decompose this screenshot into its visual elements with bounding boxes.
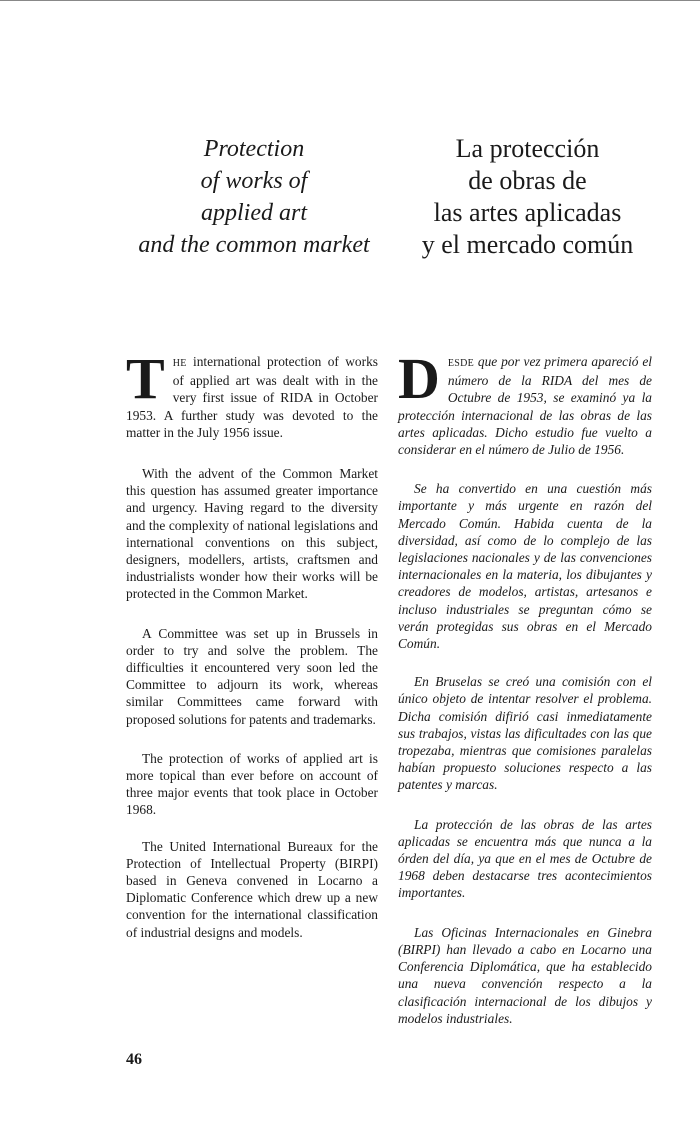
spanish-title-line: de obras de [468,166,587,195]
english-title-line: Protection [203,136,305,162]
english-paragraph: The United International Bureaux for the Protection of Intellectual Property (BIRPI) based in Geneva convened in Locarno a Diplomatic Conference which drew up a new convention for the international classification of industrial designs and models. [126,838,378,940]
english-lead-smallcaps: HE [172,358,187,369]
spanish-title-line: y el mercado común [421,230,634,259]
english-paragraph-text: international protection of works of applied art was dealt with in the very first issue of RIDA in October 1953. A further study was devoted to the matter in the July 1956 issue. [126,354,378,440]
english-dropcap: T [126,346,165,411]
spanish-title-line: las artes aplicadas [433,198,622,227]
spanish-lead-smallcaps: ESDE [447,358,475,369]
spanish-paragraph: La protección de las obras de las artes aplicadas se encuentra más que nunca a la órden del día, ya que en el mes de Octubre de 1968 deben destacarse tres acontecimientos importantes. [398,816,652,901]
spanish-paragraph: Se ha convertido en una cuestión más importante y más urgente en razón del Mercado Común. Habida cuenta de la diversidad, así como de lo complejo de las legislaciones nacionales y de las convenciones internacionales en la materia, los dibujantes y creadores de modelos, artistas, artesanos e incluso industriales se preguntan cómo se verán protegidas sus obras en el Mercado Común. [398,481,652,652]
english-title-line: of works of [200,168,308,194]
page-number: 46 [126,1051,142,1068]
spanish-paragraph: En Bruselas se creó una comisión con el único objeto de intentar resolver el problema. Dicha comisión difirió casi inmediatamente sus trabajos, vistas las dificultades con las que tropezaba, mientras que comisiones paralelas habían propuesto soluciones respecto a las patentes y marcas. [398,674,652,793]
english-paragraph [126,346,378,441]
english-paragraph: With the advent of the Common Market this question has assumed greater importance and urgency. Having regard to the diversity and the complexity of national legislations and international conventions on this subject, designers, modellers, artists, craftsmen and industrialists wonder how their works will be protected in the Common Market. [126,466,378,602]
spanish-dropcap: D [398,346,440,411]
english-title-line: and the common market [138,232,370,258]
top-rule [0,0,700,1]
spanish-paragraph: Las Oficinas Internacionales en Ginebra (BIRPI) han llevado a cabo en Locarno una Conferencia Diplomática, que ha establecido una nueva convención respecto a la clasificación internacional de los dibujos y modelos industriales. [398,924,652,1026]
spanish-column [398,346,652,1046]
spanish-paragraph [398,346,652,458]
english-title-line: applied art [201,200,307,226]
spanish-title-line: La protección [455,134,600,163]
spanish-title [400,133,655,261]
english-title [120,133,388,261]
english-paragraph: The protection of works of applied art is more topical than ever before on account of three major events that took place in October 1968. [126,750,378,818]
spanish-paragraph-text: que por vez primera apareció el número de la RIDA del mes de Octubre de 1953, se examinó ya la protección internacional de las obras de las artes aplicadas. Dicho estudio fue vuelto a considerar en el número de Julio de 1956. [398,354,652,458]
english-column [126,346,378,960]
english-paragraph: A Committee was set up in Brussels in order to try and solve the problem. The difficulties it encountered very soon led the Committee to adjourn its work, whereas similar Committees came forward with proposed solutions for patents and trademarks. [126,625,378,727]
